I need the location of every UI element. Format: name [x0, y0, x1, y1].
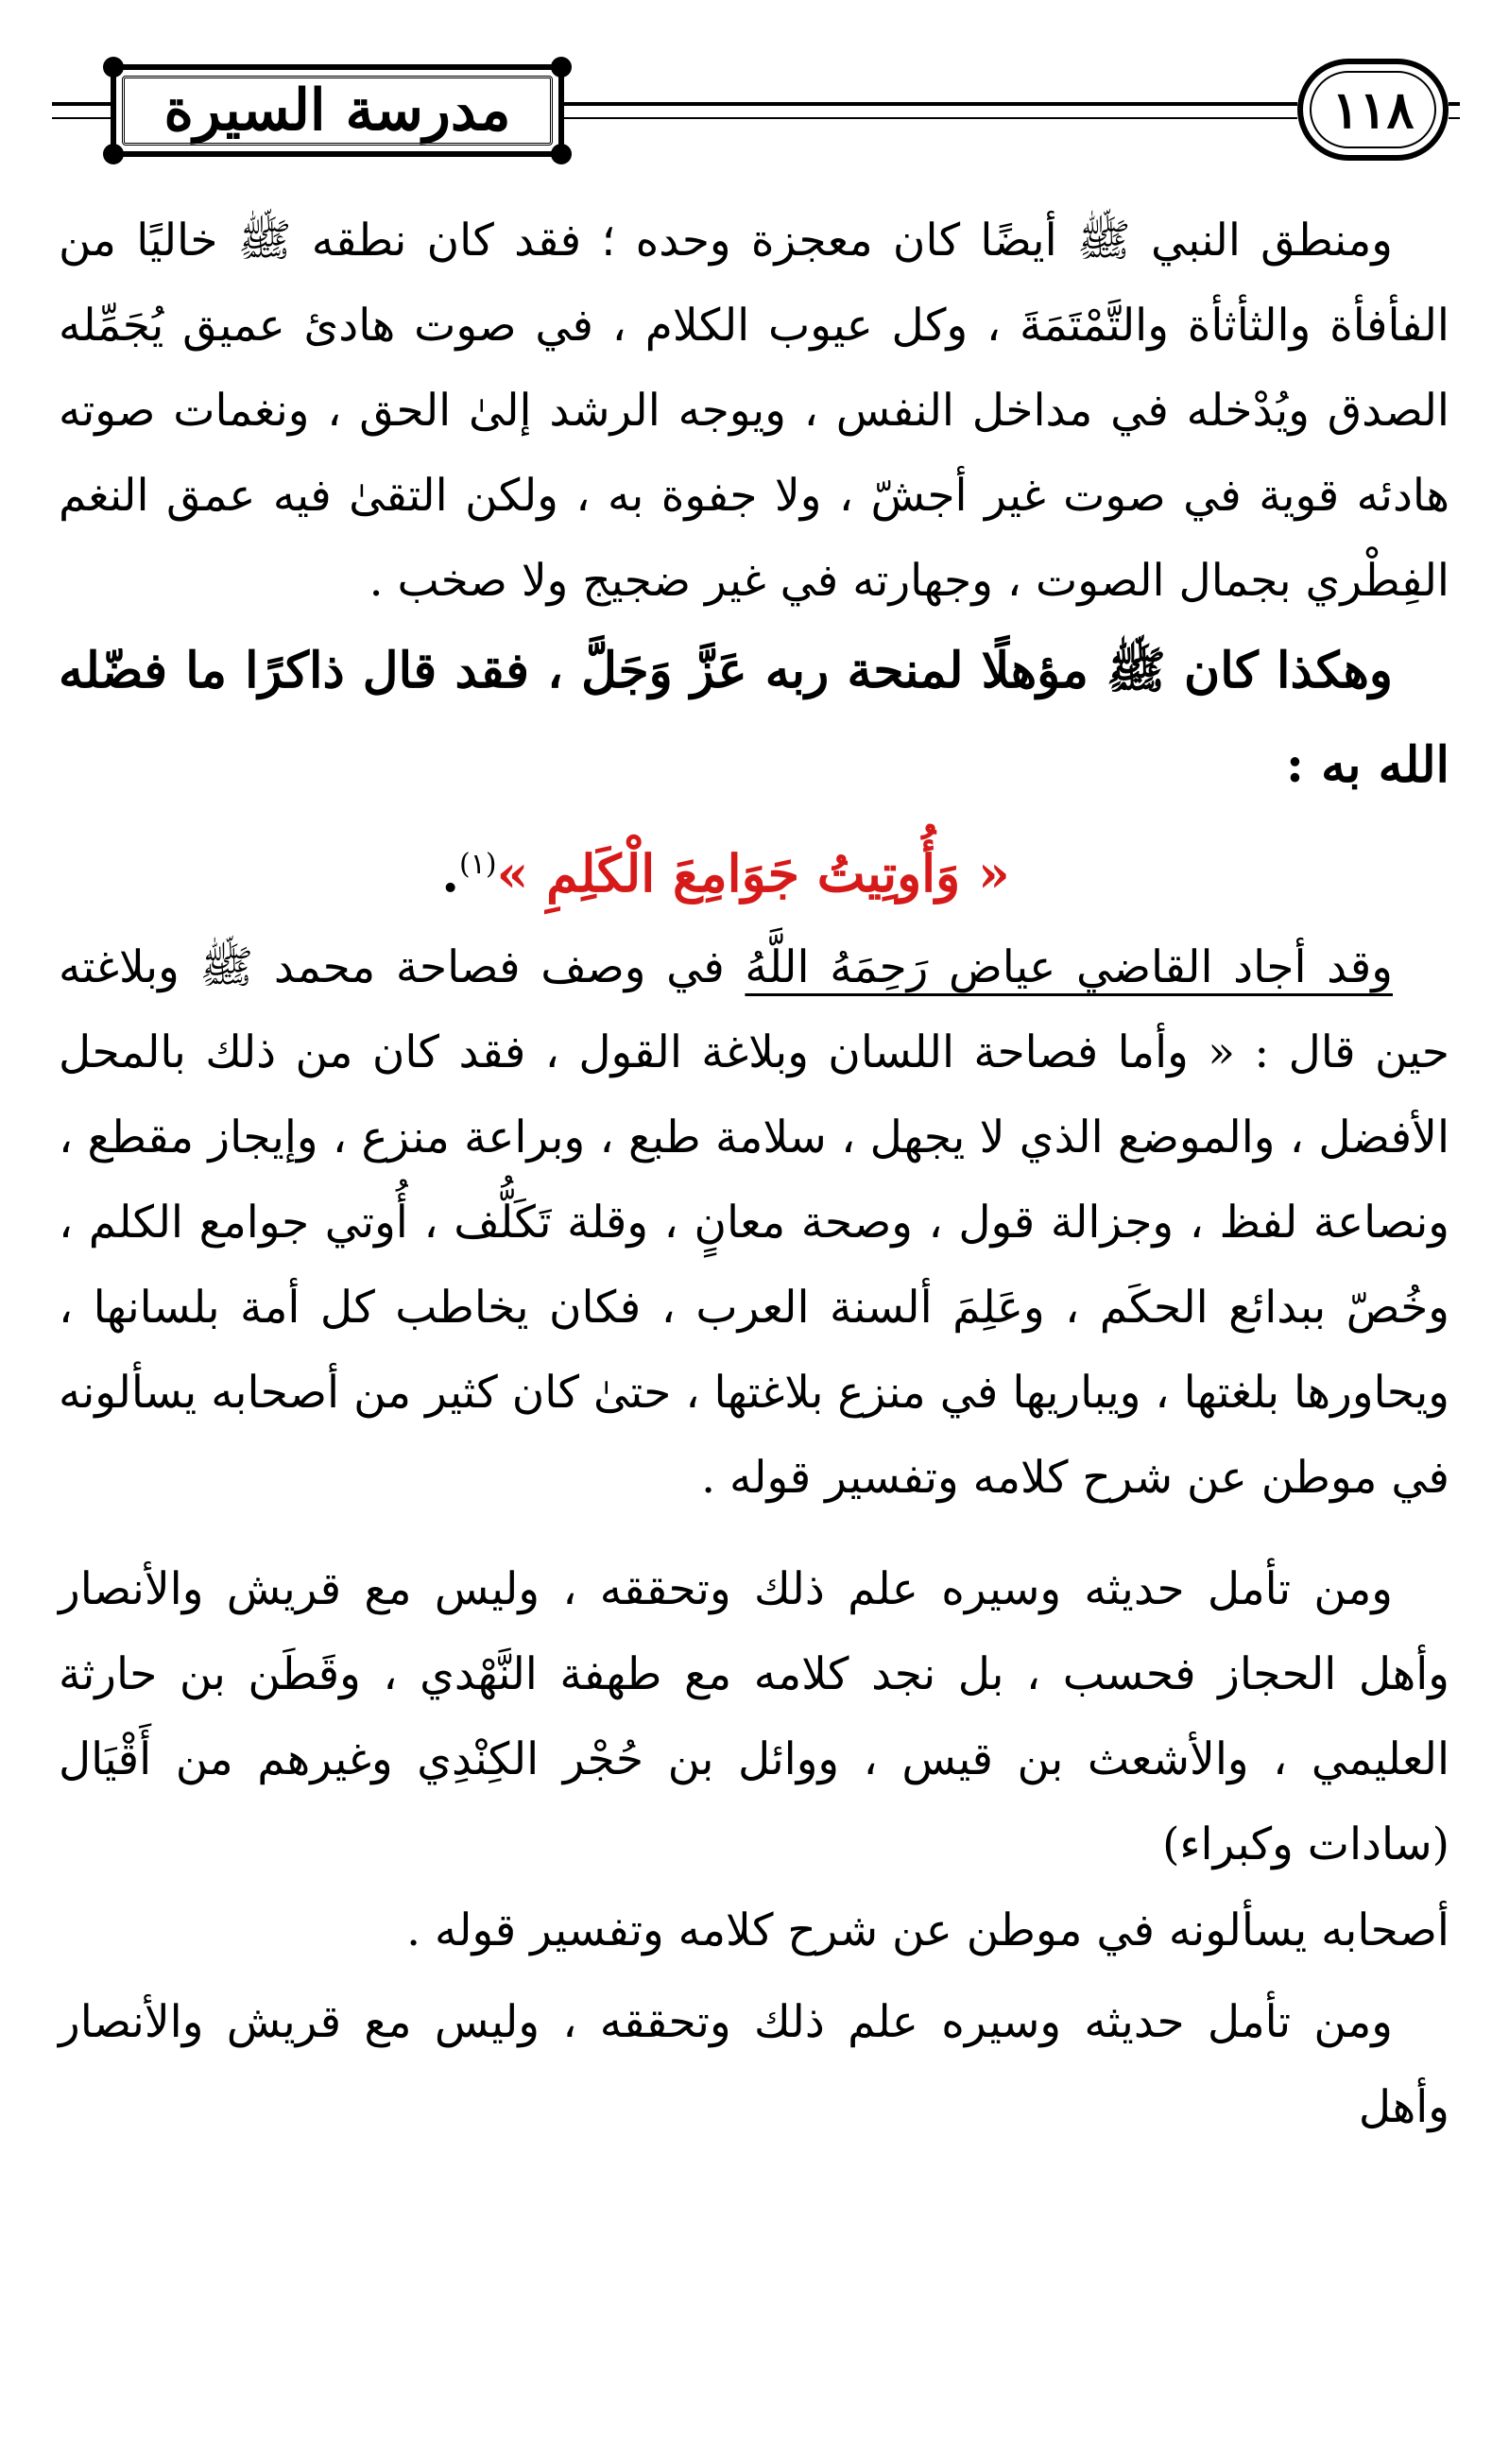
page-number: ١١٨ [1331, 79, 1415, 140]
frame-ornament-icon [103, 144, 124, 164]
paragraph-gap [59, 1954, 1449, 1980]
paragraph-gap [59, 1521, 1449, 1547]
page-number-frame [1297, 59, 1449, 161]
hadith-text: « وَأُوتِيتُ جَوَامِعَ الْكَلِمِ » [496, 843, 1010, 904]
page-header [52, 57, 1460, 170]
book-title-frame [111, 64, 564, 157]
page-body [59, 198, 1449, 2150]
footnote-marker: (١) [459, 848, 497, 881]
frame-ornament-icon [551, 57, 572, 78]
header-rule-right-bottom [1449, 117, 1460, 119]
paragraph-overlap-line: أصحابه يسألونه في موطن عن شرح كلامه وتفسير قوله . [406, 1904, 1449, 1956]
hadith-quote [59, 813, 1449, 925]
book-title: مدرسة السيرة [163, 78, 511, 144]
header-rule-left-top [52, 102, 111, 106]
header-rule-right-top [1449, 102, 1460, 106]
frame-ornament-icon [551, 144, 572, 164]
header-rule-left-bottom [52, 117, 111, 119]
hadith-end: . [441, 843, 459, 904]
frame-ornament-icon [103, 57, 124, 78]
paragraph-contemplation: ومن تأمل حديثه وسيره علم ذلك وتحققه ، وليس مع قريش والأنصار وأهل الحجاز فحسب ، بل نجد كلامه مع طهفة النَّهْدي ، وقَطَن بن حارثة العليمي ، والأشعث بن قيس ، ووائل بن حُجْر الكِنْدِي وغيرهم من أَقْيَال (سادات وكبراء) [59, 1563, 1449, 1870]
paragraph-qadi-iyad [59, 925, 1449, 1521]
bold-heading: وهكذا كان ﷺ مؤهلًا لمنحة ربه عَزَّ وَجَلَّ ، فقد قال ذاكرًا ما فضّله الله به : [59, 642, 1449, 794]
paragraph-speech: ومنطق النبي ﷺ أيضًا كان معجزة وحده ؛ فقد كان نطقه ﷺ خاليًا من الفأفأة والثأثأة والتَّمْتَمَةَ ، وكل عيوب الكلام ، في صوت هادئ عميق يُجَمِّله الصدق ويُدْخله في مداخل النفس ، ويوجه الرشد إلىٰ الحق ، ونغمات صوته هادئه قوية في صوت غير أجشّ ، ولا جفوة به ، ولكن التقىٰ فيه عمق النغم الفِطْري بجمال الصوت ، وجهارته في غير ضجيج ولا صخب . [59, 215, 1449, 607]
header-rule-middle-top [564, 102, 1297, 106]
paragraph-qadi-iyad-text: في وصف فصاحة محمد ﷺ وبلاغته حين قال : « وأما فصاحة اللسان وبلاغة القول ، فقد كان من ذلك بالمحل الأفضل ، والموضع الذي لا يجهل ، سلامة طبع ، وبراعة منزع ، وإيجاز مقطع ، ونصاعة لفظ ، وجزالة قول ، وصحة معانٍ ، وقلة تَكَلُّف ، أُوتي جوامع الكلم ، وخُصّ ببدائع الحكَم ، وعَلِمَ ألسنة العرب ، فكان يخاطب كل أمة بلسانها ، ويحاورها بلغتها ، ويباريها في منزع بلاغتها ، حتىٰ كان كثير من أصحابه يسألونه في موطن عن شرح كلامه وتفسير قوله . [59, 941, 1449, 1504]
underlined-phrase: وقد أجاد القاضي عياض رَحِمَهُ اللَّهُ [745, 941, 1393, 993]
header-rule-middle-bottom [564, 117, 1297, 119]
paragraph-repeat: ومن تأمل حديثه وسيره علم ذلك وتحققه ، وليس مع قريش والأنصار وأهل [59, 1996, 1449, 2133]
